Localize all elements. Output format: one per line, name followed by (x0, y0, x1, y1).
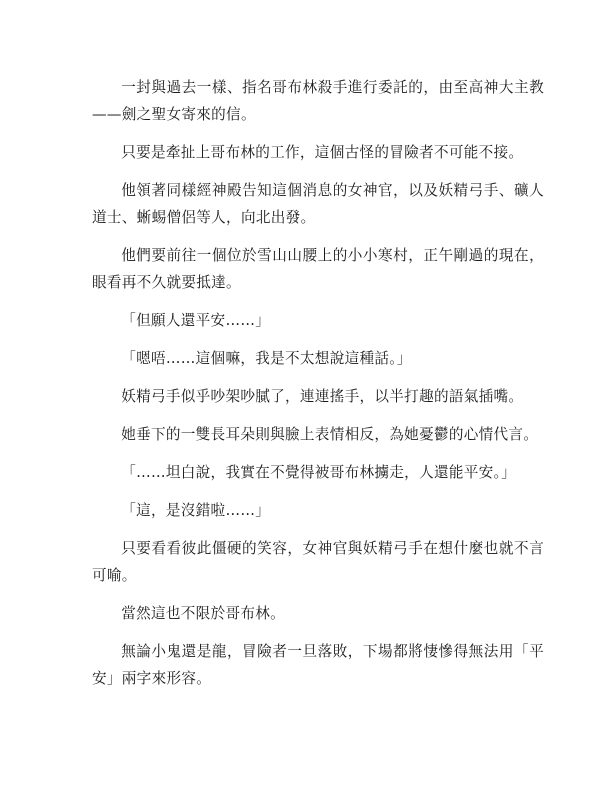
paragraph: 妖精弓手似乎吵架吵膩了，連連搖手，以半打趣的語氣插嘴。 (121, 388, 524, 405)
paragraph: 只要是牽扯上哥布林的工作，這個古怪的冒險者不可能不接。 (121, 144, 524, 161)
paragraph: 她垂下的一雙長耳朵則與臉上表情相反，為她憂鬱的心情代言。 (121, 426, 539, 443)
dialogue-line: 「……坦白說，我實在不覺得被哥布林擄走，人還能平安。」 (121, 464, 517, 481)
paragraph: 無論小鬼還是龍，冒險者一旦落敗，下場都將悽慘得無法用「平安」兩字來形容。 (92, 643, 544, 687)
paragraph: 他領著同樣經神殿告知這個消息的女神官，以及妖精弓手、礦人道士、蜥蜴僧侶等人，向北出發。 (92, 182, 544, 226)
paragraph: 當然這也不限於哥布林。 (121, 605, 286, 622)
paragraph: 只要看看彼此僵硬的笑容，女神官與妖精弓手在想什麼也就不言可喻。 (92, 540, 544, 584)
document-body (92, 74, 544, 703)
dialogue-line: 「但願人還平安……」 (121, 312, 271, 329)
dialogue-line: 「嗯唔……這個嘛，我是不太想說這種話。」 (121, 350, 412, 367)
paragraph: 一封與過去一樣、指名哥布林殺手進行委託的，由至高神大主教——劍之聖女寄來的信。 (92, 79, 544, 123)
dialogue-line: 「這，是沒錯啦……」 (121, 502, 271, 519)
paragraph: 他們要前往一個位於雪山山腰上的小小寒村，正午剛過的現在，眼看再不久就要抵達。 (92, 247, 544, 291)
